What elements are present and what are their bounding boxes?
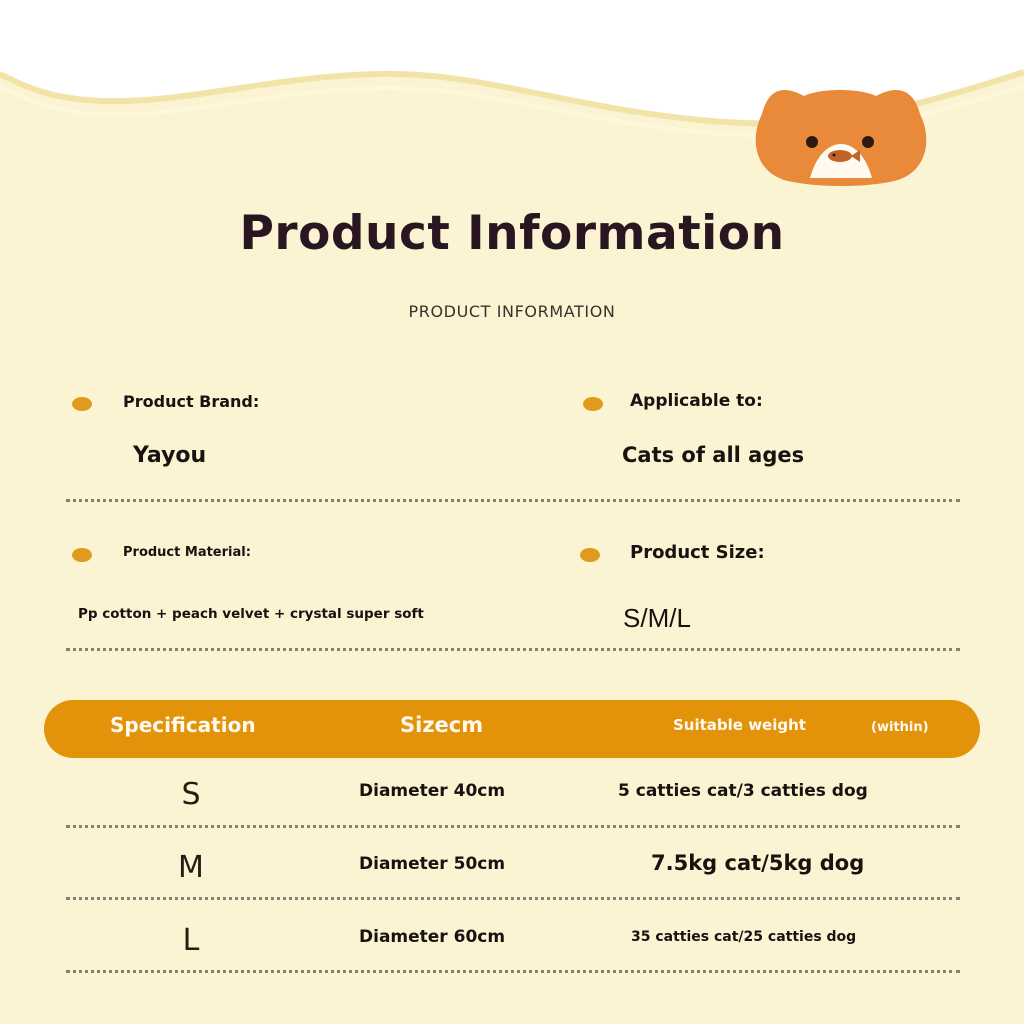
- header-specification: Specification: [110, 713, 256, 737]
- material-label: Product Material:: [123, 545, 251, 560]
- dotted-divider: [66, 499, 960, 502]
- size-value: S/M/L: [623, 603, 691, 633]
- page-subtitle: PRODUCT INFORMATION: [408, 302, 616, 321]
- weight-cell: 5 catties cat/3 catties dog: [618, 781, 868, 801]
- brand-value: Yayou: [133, 443, 207, 468]
- brand-label: Product Brand:: [123, 392, 260, 411]
- header-weight-note: (within): [871, 720, 929, 735]
- size-cell: Diameter 50cm: [359, 854, 506, 874]
- weight-cell: 35 catties cat/25 catties dog: [631, 929, 857, 945]
- size-cell: Diameter 40cm: [359, 781, 506, 801]
- size-cell: Diameter 60cm: [359, 927, 506, 947]
- table-header-bar: [44, 700, 980, 758]
- size-label: Product Size:: [630, 542, 765, 563]
- applicable-label: Applicable to:: [630, 391, 763, 411]
- bullet-dot-icon: [72, 548, 92, 562]
- bullet-dot-icon: [583, 397, 603, 411]
- bullet-dot-icon: [580, 548, 600, 562]
- header-size: Sizecm: [400, 713, 484, 737]
- dotted-divider: [66, 648, 960, 651]
- spec-cell: M: [178, 850, 204, 885]
- spec-cell: S: [181, 777, 201, 812]
- spec-cell: L: [182, 923, 200, 958]
- cat-mascot-icon: [748, 78, 934, 188]
- applicable-value: Cats of all ages: [622, 443, 805, 467]
- page-title: Product Information: [239, 206, 785, 261]
- dotted-divider: [66, 970, 960, 973]
- dotted-divider: [66, 897, 960, 900]
- material-value: Pp cotton + peach velvet + crystal super soft: [78, 606, 424, 622]
- dotted-divider: [66, 825, 960, 828]
- bullet-dot-icon: [72, 397, 92, 411]
- weight-cell: 7.5kg cat/5kg dog: [651, 851, 865, 875]
- header-weight: Suitable weight: [673, 716, 806, 734]
